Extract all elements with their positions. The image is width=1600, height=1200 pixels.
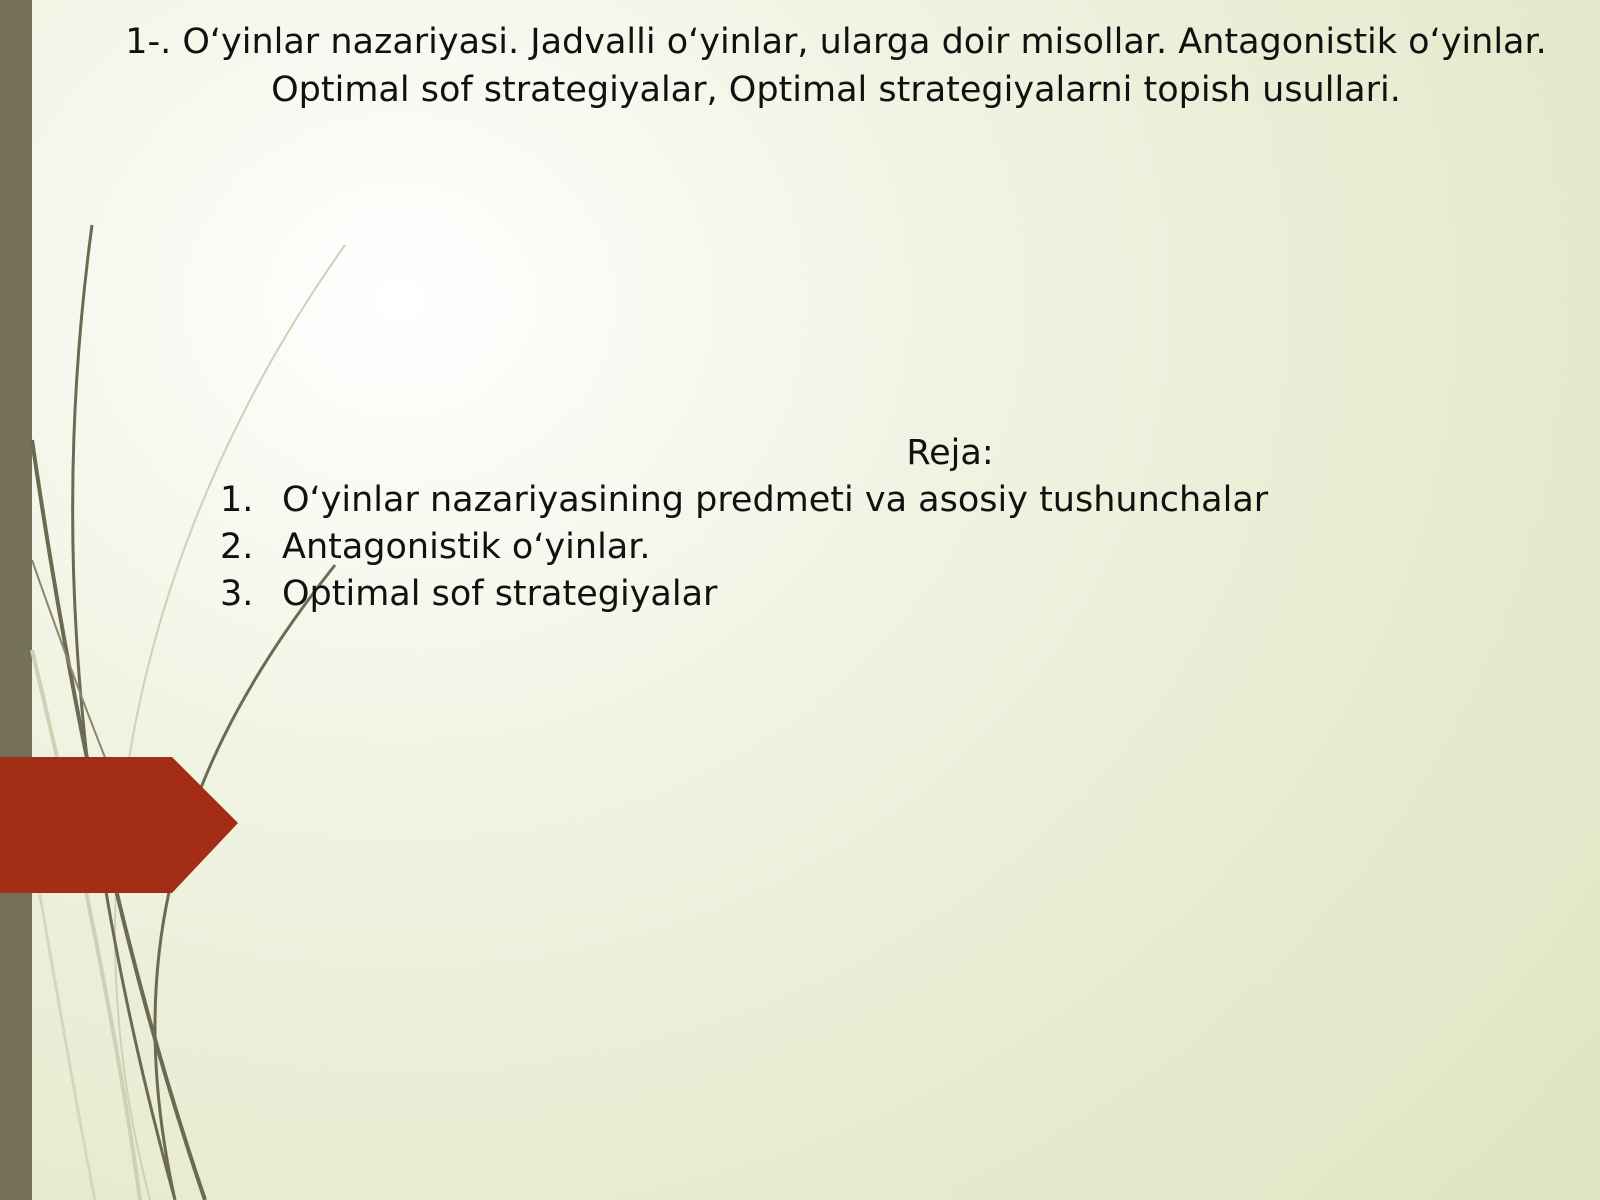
red-arrow-shape: [0, 757, 240, 893]
dark-strand-4: [32, 560, 110, 770]
list-item-text: O‘yinlar nazariyasining predmeti va asosiy tushunchalar: [282, 480, 1269, 520]
plan-heading: Reja:: [906, 433, 994, 473]
slide-title-line-2: Optimal sof strategiyalar, Optimal strategiyalarni topish usullari.: [271, 70, 1401, 110]
list-item-text: Optimal sof strategiyalar: [282, 574, 718, 614]
list-item-number: 3.: [220, 574, 254, 614]
list-item-number: 1.: [220, 480, 254, 520]
list-item: [220, 477, 1540, 524]
plan-section: [220, 430, 1540, 618]
slide-title: [32, 18, 1600, 114]
list-item: [220, 524, 1540, 571]
list-item: [220, 571, 1540, 618]
light-strand-3: [32, 850, 95, 1200]
list-item-text: Antagonistik o‘yinlar.: [282, 527, 651, 567]
slide-title-line-1: 1-. O‘yinlar nazariyasi. Jadvalli o‘yinlar, ularga doir misollar. Antagonistik o‘yinlar.: [125, 22, 1547, 62]
list-item-number: 2.: [220, 527, 254, 567]
plan-list: [220, 477, 1540, 618]
